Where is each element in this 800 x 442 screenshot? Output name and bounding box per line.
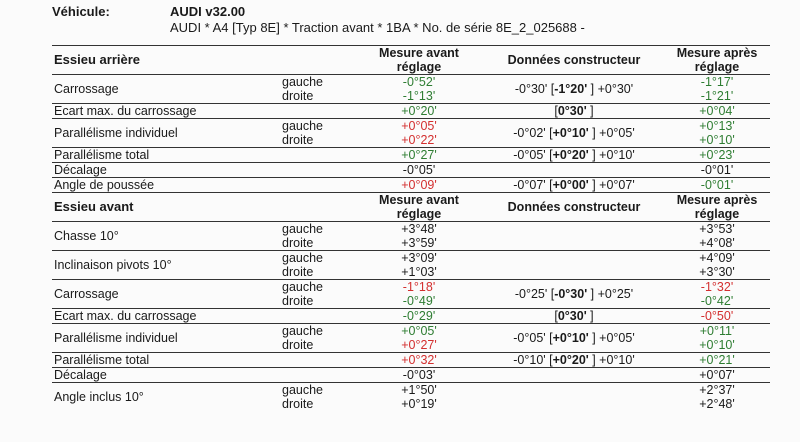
value-after: +2°37' +2°48' [664,383,770,412]
manufacturer-spec: [0°30' ] [484,104,664,119]
measurement-row [52,148,770,163]
side-labels: gauche droite [280,222,354,251]
value-after: +4°09' +3°30' [664,251,770,280]
side-labels [280,178,354,193]
measurement-row [52,309,770,324]
value-before: +0°20' [354,104,484,119]
side-labels: gauche droite [280,75,354,104]
value-before: +3°48' +3°59' [354,222,484,251]
value-after: -0°01' [664,163,770,178]
alignment-report-table [52,45,770,411]
side-labels [280,368,354,383]
col-header-manufacturer: Données constructeur [484,193,664,222]
value-before: -0°29' [354,309,484,324]
value-before: +0°05' +0°27' [354,324,484,353]
manufacturer-spec: -0°10' [+0°20' ] +0°10' [484,353,664,368]
col-header-manufacturer: Données constructeur [484,46,664,75]
section-title: Essieu arrière [52,46,280,75]
measurement-label: Angle de poussée [52,178,280,193]
measurement-label: Parallélisme total [52,148,280,163]
measurement-row [52,383,770,412]
measurement-label: Angle inclus 10° [52,383,280,412]
col-header-before: Mesure avant réglage [354,193,484,222]
manufacturer-spec: -0°30' [-1°20' ] +0°30' [484,75,664,104]
measurement-label: Chasse 10° [52,222,280,251]
manufacturer-spec [484,251,664,280]
vehicle-description: AUDI * A4 [Typ 8E] * Traction avant * 1BA * No. de série 8E_2_025688 - [170,20,585,35]
software-version: AUDI v32.00 [170,4,246,19]
manufacturer-spec [484,163,664,178]
value-before: -0°05' [354,163,484,178]
measurement-row [52,324,770,353]
measurement-label: Carrossage [52,280,280,309]
manufacturer-spec [484,368,664,383]
col-header-after: Mesure après réglage [664,193,770,222]
side-labels [280,163,354,178]
measurement-row [52,119,770,148]
value-before: +0°05' +0°22' [354,119,484,148]
measurement-label: Parallélisme total [52,353,280,368]
manufacturer-spec [484,222,664,251]
measurement-row [52,163,770,178]
section-header-rear [52,46,770,75]
value-after: +0°07' [664,368,770,383]
vehicle-label: Véhicule: [52,4,110,19]
side-labels [280,148,354,163]
measurement-row [52,280,770,309]
value-after: -0°01' [664,178,770,193]
measurement-label: Inclinaison pivots 10° [52,251,280,280]
measurement-row [52,222,770,251]
manufacturer-spec: -0°02' [+0°10' ] +0°05' [484,119,664,148]
value-after: -0°50' [664,309,770,324]
side-labels: gauche droite [280,280,354,309]
measurement-label: Ecart max. du carrossage [52,309,280,324]
value-after: -1°32' -0°42' [664,280,770,309]
manufacturer-spec: [0°30' ] [484,309,664,324]
value-after: +0°21' [664,353,770,368]
measurement-label: Carrossage [52,75,280,104]
side-labels: gauche droite [280,324,354,353]
value-after: +0°04' [664,104,770,119]
measurement-label: Parallélisme individuel [52,324,280,353]
measurement-label: Ecart max. du carrossage [52,104,280,119]
value-after: -1°17' -1°21' [664,75,770,104]
measurement-row [52,104,770,119]
value-before: +1°50' +0°19' [354,383,484,412]
manufacturer-spec: -0°25' [-0°30' ] +0°25' [484,280,664,309]
value-before: -1°18' -0°49' [354,280,484,309]
side-labels [280,353,354,368]
value-after: +0°13' +0°10' [664,119,770,148]
value-after: +0°11' +0°10' [664,324,770,353]
value-before: -0°03' [354,368,484,383]
manufacturer-spec: -0°05' [+0°10' ] +0°05' [484,324,664,353]
value-before: +0°27' [354,148,484,163]
value-before: +0°09' [354,178,484,193]
measurement-row [52,178,770,193]
col-header-after: Mesure après réglage [664,46,770,75]
section-header-front [52,193,770,222]
measurement-label: Décalage [52,368,280,383]
value-after: +3°53' +4°08' [664,222,770,251]
value-before: -0°52' -1°13' [354,75,484,104]
value-before: +3°09' +1°03' [354,251,484,280]
report-body [52,46,770,412]
side-labels [280,104,354,119]
manufacturer-spec: -0°05' [+0°20' ] +0°10' [484,148,664,163]
measurement-label: Décalage [52,163,280,178]
measurement-row [52,353,770,368]
measurement-label: Parallélisme individuel [52,119,280,148]
side-labels: gauche droite [280,251,354,280]
measurement-row [52,368,770,383]
side-labels [280,309,354,324]
manufacturer-spec: -0°07' [+0°00' ] +0°07' [484,178,664,193]
side-labels: gauche droite [280,119,354,148]
value-before: +0°32' [354,353,484,368]
section-title: Essieu avant [52,193,280,222]
measurement-row [52,251,770,280]
col-header-before: Mesure avant réglage [354,46,484,75]
side-labels: gauche droite [280,383,354,412]
measurement-row [52,75,770,104]
manufacturer-spec [484,383,664,412]
value-after: +0°23' [664,148,770,163]
